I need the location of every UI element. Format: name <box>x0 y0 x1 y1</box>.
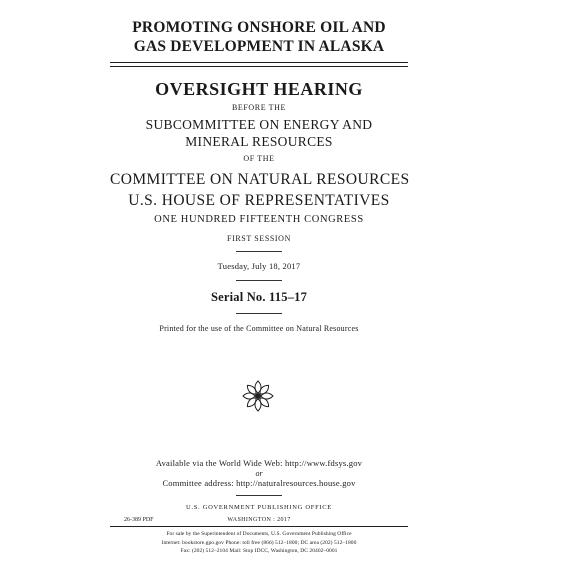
bottom-rule <box>110 526 408 527</box>
title-double-rule <box>110 62 408 67</box>
title-line-2: GAS DEVELOPMENT IN ALASKA <box>133 38 385 55</box>
sale-line-1: For sale by the Superintendent of Documents, U.S. Government Publishing Office <box>166 531 352 537</box>
document-title <box>110 18 408 56</box>
before-the-label: BEFORE THE <box>231 103 287 112</box>
sale-line-2: Internet: bookstore.gpo.gov Phone: toll free (866) 512–1800; DC area (202) 512–1800 <box>161 539 357 546</box>
hearing-type: OVERSIGHT HEARING <box>155 79 363 99</box>
committee-address: Committee address: http://naturalresources.house.gov <box>162 478 356 488</box>
pdf-identifier: 26-389 PDF <box>124 517 154 523</box>
subcommittee-name <box>110 116 408 150</box>
session-label: FIRST SESSION <box>227 234 291 243</box>
gpo-ornament-icon <box>241 379 275 413</box>
congress-label: ONE HUNDRED FIFTEENTH CONGRESS <box>154 214 364 225</box>
committee-line-1: COMMITTEE ON NATURAL RESOURCES <box>110 171 410 188</box>
printed-for-note: Printed for the use of the Committee on Natural Resources <box>159 324 359 333</box>
sale-line-3: Fax: (202) 512–2104 Mail: Stop IDCC, Washington, DC 20402–0001 <box>180 548 338 554</box>
divider-rule-1 <box>236 251 282 252</box>
subcommittee-line-2: MINERAL RESOURCES <box>185 134 333 149</box>
divider-rule-2 <box>236 280 282 281</box>
committee-name <box>110 169 408 211</box>
hearing-date: Tuesday, July 18, 2017 <box>217 261 301 271</box>
of-the-label: OF THE <box>243 154 275 163</box>
publisher-name: U.S. GOVERNMENT PUBLISHING OFFICE <box>186 504 332 511</box>
divider-rule-4 <box>236 495 282 496</box>
committee-line-2: U.S. HOUSE OF REPRESENTATIVES <box>128 192 390 209</box>
subcommittee-line-1: SUBCOMMITTEE ON ENERGY AND <box>145 117 373 132</box>
sale-info <box>110 530 408 556</box>
place-year: WASHINGTON : 2017 <box>227 517 291 523</box>
or-label: or <box>255 469 263 478</box>
title-line-1: PROMOTING ONSHORE OIL AND <box>132 19 386 36</box>
divider-rule-3 <box>236 313 282 314</box>
serial-number: Serial No. 115–17 <box>210 290 308 304</box>
available-via-note: Available via the World Wide Web: http://www.fdsys.gov <box>155 458 363 468</box>
